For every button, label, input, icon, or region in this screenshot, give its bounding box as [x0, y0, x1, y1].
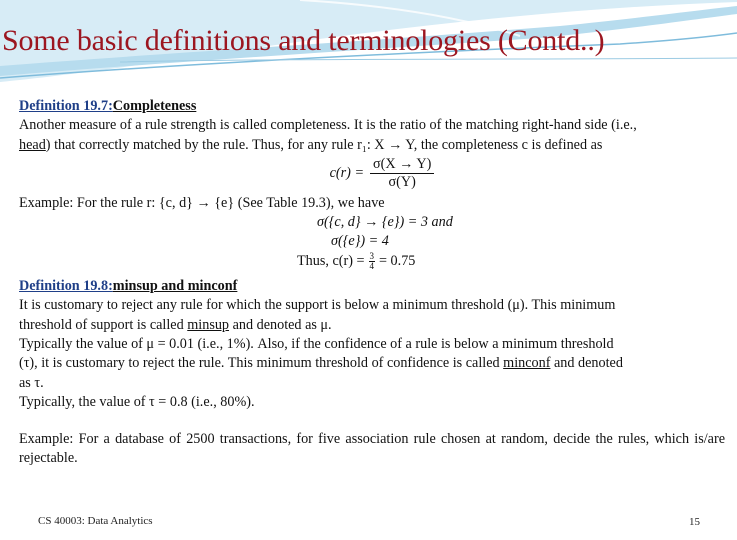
- definition-number: Definition 19.7:: [19, 98, 113, 114]
- minsup-term: minsup: [187, 316, 230, 333]
- definition-name: minsup and minconf: [112, 278, 238, 295]
- minsup-line2-text: threshold of support is called: [19, 316, 188, 333]
- minconf-line5: as τ.: [19, 374, 44, 391]
- minconf-term: minconf: [503, 355, 551, 372]
- completeness-paragraph-rest: ) that correctly matched by the rule. Thus, for any rule r₁: X → Y, the completeness c is defined as: [45, 136, 603, 153]
- formula-fraction: [370, 156, 434, 191]
- support-equation-1: σ({c, d} → {e}) = 3 and: [317, 214, 453, 231]
- minsup-line1: It is customary to reject any rule for which the support is below a minimum threshold (μ). This minimum: [19, 297, 616, 314]
- formula-denominator: σ(Y): [388, 173, 416, 190]
- completeness-paragraph-line2: [19, 136, 725, 155]
- slide-title: Some basic definitions and terminologies (Contd..): [2, 24, 605, 57]
- slide-content: [19, 97, 725, 469]
- minconf-line4-end: and denoted: [550, 355, 623, 372]
- minsup-line3: Typically the value of μ = 0.01 (i.e., 1%). Also, if the confidence of a rule is below a minimum threshold: [19, 335, 614, 352]
- page-number: 15: [689, 516, 700, 528]
- rejectable-rules-example: Example: For a database of 2500 transactions, for five association rule chosen at random, decide the rules, which is/are rejectable.: [19, 431, 725, 467]
- result-numerator: 3: [369, 250, 374, 261]
- definition-name: Completeness: [112, 98, 197, 114]
- support-equation-2: σ({e}) = 4: [331, 233, 389, 250]
- result-denominator: 4: [369, 260, 374, 271]
- footer-course-label: CS 40003: Data Analytics: [38, 515, 153, 527]
- minconf-line4-text: (τ), it is customary to reject the rule. This minimum threshold of confidence is called: [19, 355, 504, 372]
- formula-numerator: σ(X → Y): [370, 156, 434, 174]
- minsup-line2: [19, 316, 725, 335]
- completeness-formula: [19, 156, 725, 191]
- result-suffix: = 0.75: [379, 252, 416, 269]
- minconf-line6: Typically, the value of τ = 0.8 (i.e., 80%).: [19, 393, 255, 410]
- completeness-example-intro: Example: For the rule r: {c, d} → {e} (See Table 19.3), we have: [19, 194, 385, 211]
- head-term: head: [19, 136, 46, 153]
- minsup-line2-end: and denoted as μ.: [229, 316, 332, 333]
- definition-19-7-heading: [19, 97, 725, 116]
- completeness-paragraph-line1: Another measure of a rule strength is called completeness. It is the ratio of the matching right-hand side (i.e.,: [19, 117, 637, 134]
- definition-19-8-heading: [19, 277, 725, 296]
- definition-number: Definition 19.8:: [19, 278, 113, 295]
- minconf-line4: [19, 354, 725, 373]
- formula-lhs: c(r) =: [329, 164, 365, 181]
- completeness-result: [19, 252, 725, 271]
- result-fraction: [369, 252, 376, 271]
- result-prefix: Thus, c(r) =: [297, 252, 365, 269]
